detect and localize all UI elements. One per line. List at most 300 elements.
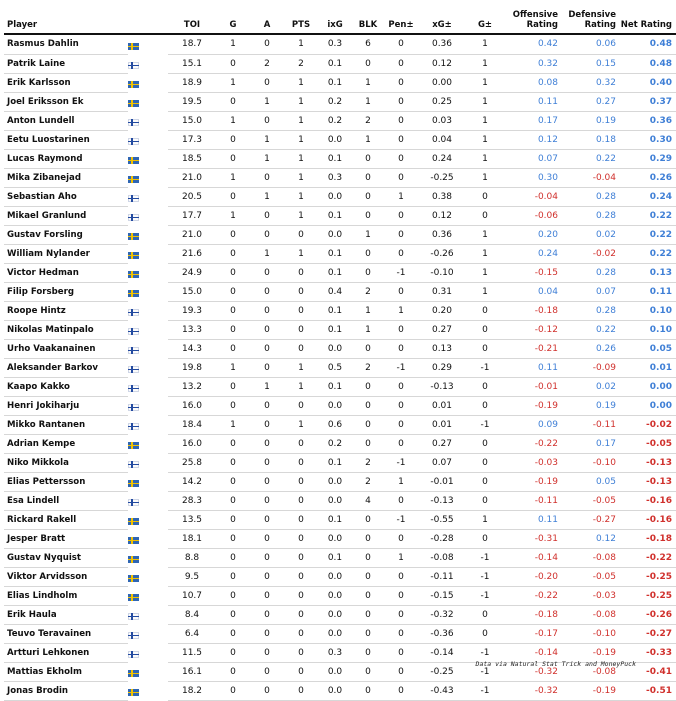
assists-cell: 0 <box>250 358 284 377</box>
table-row[interactable] <box>4 320 676 339</box>
blocks-cell: 0 <box>352 263 384 282</box>
points-cell: 1 <box>284 358 318 377</box>
flag-cell <box>128 175 139 183</box>
xg-cell: 0.00 <box>418 73 466 92</box>
sweden-flag-icon <box>128 233 139 240</box>
ratings-table-container <box>4 6 672 701</box>
offensive-rating-cell: 0.12 <box>504 130 562 149</box>
points-cell: 0 <box>284 301 318 320</box>
blocks-cell: 0 <box>352 567 384 586</box>
header-offensive-rating[interactable]: Offensive Rating <box>512 10 558 30</box>
net-rating-cell: 0.37 <box>620 92 676 111</box>
ixg-cell: 0.1 <box>318 73 352 92</box>
offensive-rating-cell: 0.09 <box>504 415 562 434</box>
blocks-cell: 0 <box>352 529 384 548</box>
pen-cell: 0 <box>384 244 418 263</box>
defensive-rating-cell: -0.09 <box>562 358 620 377</box>
table-row[interactable] <box>4 624 676 643</box>
offensive-rating-cell: 0.20 <box>504 225 562 244</box>
toi-cell: 17.7 <box>168 206 216 225</box>
net-rating-cell: 0.40 <box>620 73 676 92</box>
points-cell: 0 <box>284 434 318 453</box>
ixg-cell: 0.2 <box>318 111 352 130</box>
data-credit: Data via Natural Stat Trick and MoneyPuck <box>475 660 636 668</box>
blocks-cell: 0 <box>352 54 384 73</box>
sweden-flag-icon <box>128 176 139 183</box>
player-name: Rickard Rakell <box>4 510 128 529</box>
defensive-rating-cell: -0.19 <box>562 681 620 700</box>
ixg-cell: 0.2 <box>318 434 352 453</box>
table-row[interactable] <box>4 149 676 168</box>
gpm-cell: 1 <box>466 510 504 529</box>
xg-cell: 0.36 <box>418 225 466 244</box>
sweden-flag-icon <box>128 537 139 544</box>
goals-cell: 1 <box>216 358 250 377</box>
pen-cell: 0 <box>384 73 418 92</box>
points-cell: 0 <box>284 567 318 586</box>
table-row[interactable] <box>4 54 676 73</box>
blocks-cell: 0 <box>352 681 384 700</box>
table-row[interactable] <box>4 301 676 320</box>
header-toi[interactable]: TOI <box>183 20 201 30</box>
toi-cell: 17.3 <box>168 130 216 149</box>
table-row[interactable] <box>4 605 676 624</box>
pen-cell: 0 <box>384 586 418 605</box>
net-rating-cell: 0.48 <box>620 54 676 73</box>
table-row[interactable] <box>4 396 676 415</box>
goals-cell: 1 <box>216 206 250 225</box>
toi-cell: 13.3 <box>168 320 216 339</box>
assists-cell: 0 <box>250 263 284 282</box>
flag-cell <box>128 270 139 278</box>
net-rating-cell: 0.29 <box>620 149 676 168</box>
ixg-cell: 0.1 <box>318 263 352 282</box>
defensive-rating-cell: 0.02 <box>562 225 620 244</box>
toi-cell: 9.5 <box>168 567 216 586</box>
assists-cell: 1 <box>250 92 284 111</box>
ixg-cell: 0.0 <box>318 225 352 244</box>
table-row[interactable] <box>4 187 676 206</box>
table-row[interactable] <box>4 358 676 377</box>
xg-cell: -0.11 <box>418 567 466 586</box>
table-row[interactable] <box>4 377 676 396</box>
flag-cell <box>128 574 139 582</box>
assists-cell: 0 <box>250 301 284 320</box>
gpm-cell: 0 <box>466 377 504 396</box>
blocks-cell: 2 <box>352 358 384 377</box>
blocks-cell: 0 <box>352 377 384 396</box>
flag-cell <box>128 99 139 107</box>
pen-cell: 0 <box>384 225 418 244</box>
xg-cell: 0.38 <box>418 187 466 206</box>
defensive-rating-cell: -0.05 <box>562 491 620 510</box>
assists-cell: 0 <box>250 472 284 491</box>
ixg-cell: 0.1 <box>318 301 352 320</box>
header-player[interactable]: Player <box>7 20 38 30</box>
defensive-rating-cell: 0.15 <box>562 54 620 73</box>
xg-cell: 0.07 <box>418 453 466 472</box>
toi-cell: 24.9 <box>168 263 216 282</box>
goals-cell: 0 <box>216 339 250 358</box>
table-row[interactable] <box>4 434 676 453</box>
ixg-cell: 0.1 <box>318 320 352 339</box>
header-row <box>4 6 676 34</box>
pen-cell: 0 <box>384 320 418 339</box>
table-row[interactable] <box>4 34 676 54</box>
points-cell: 1 <box>284 130 318 149</box>
blocks-cell: 6 <box>352 34 384 54</box>
player-name: Urho Vaakanainen <box>4 339 128 358</box>
finland-flag-icon <box>128 651 139 658</box>
header-g[interactable]: G <box>229 20 237 30</box>
blocks-cell: 0 <box>352 624 384 643</box>
net-rating-cell: -0.13 <box>620 472 676 491</box>
assists-cell: 1 <box>250 130 284 149</box>
points-cell: 0 <box>284 529 318 548</box>
finland-flag-icon <box>128 309 139 316</box>
goals-cell: 1 <box>216 415 250 434</box>
pen-cell: 0 <box>384 396 418 415</box>
net-rating-cell: 0.24 <box>620 187 676 206</box>
defensive-rating-cell: 0.18 <box>562 130 620 149</box>
table-row[interactable] <box>4 263 676 282</box>
offensive-rating-cell: 0.07 <box>504 149 562 168</box>
ixg-cell: 0.1 <box>318 54 352 73</box>
points-cell: 0 <box>284 263 318 282</box>
defensive-rating-cell: -0.05 <box>562 567 620 586</box>
offensive-rating-cell: -0.04 <box>504 187 562 206</box>
points-cell: 0 <box>284 605 318 624</box>
gpm-cell: 0 <box>466 472 504 491</box>
goals-cell: 0 <box>216 92 250 111</box>
gpm-cell: 1 <box>466 244 504 263</box>
points-cell: 1 <box>284 92 318 111</box>
net-rating-cell: -0.33 <box>620 643 676 662</box>
assists-cell: 0 <box>250 491 284 510</box>
assists-cell: 0 <box>250 643 284 662</box>
xg-cell: -0.08 <box>418 548 466 567</box>
points-cell: 1 <box>284 149 318 168</box>
player-name: Patrik Laine <box>4 54 128 73</box>
flag-cell <box>128 80 139 88</box>
header-ixg[interactable]: ixG <box>327 20 343 30</box>
flag-cell <box>128 555 139 563</box>
header-xg[interactable]: xG± <box>432 20 452 30</box>
table-row[interactable] <box>4 586 676 605</box>
xg-cell: -0.13 <box>418 491 466 510</box>
goals-cell: 0 <box>216 54 250 73</box>
gpm-cell: 1 <box>466 130 504 149</box>
header-pen[interactable]: Pen± <box>388 20 414 30</box>
table-row[interactable] <box>4 168 676 187</box>
header-gpm[interactable]: G± <box>477 20 493 30</box>
pen-cell: 0 <box>384 567 418 586</box>
gpm-cell: 0 <box>466 206 504 225</box>
defensive-rating-cell: -0.08 <box>562 662 620 681</box>
player-name: Viktor Arvidsson <box>4 567 128 586</box>
points-cell: 0 <box>284 472 318 491</box>
table-row[interactable] <box>4 206 676 225</box>
flag-cell <box>128 403 139 411</box>
pen-cell: 0 <box>384 339 418 358</box>
net-rating-cell: -0.13 <box>620 453 676 472</box>
xg-cell: 0.24 <box>418 149 466 168</box>
table-row[interactable] <box>4 453 676 472</box>
xg-cell: 0.36 <box>418 34 466 54</box>
player-name: Roope Hintz <box>4 301 128 320</box>
xg-cell: 0.20 <box>418 301 466 320</box>
pen-cell: -1 <box>384 510 418 529</box>
pen-cell: 0 <box>384 605 418 624</box>
net-rating-cell: -0.16 <box>620 491 676 510</box>
gpm-cell: 1 <box>466 149 504 168</box>
sweden-flag-icon <box>128 442 139 449</box>
table-row[interactable] <box>4 491 676 510</box>
pen-cell: 1 <box>384 187 418 206</box>
net-rating-cell: -0.26 <box>620 605 676 624</box>
xg-cell: -0.14 <box>418 643 466 662</box>
assists-cell: 1 <box>250 187 284 206</box>
net-rating-cell: -0.02 <box>620 415 676 434</box>
toi-cell: 11.5 <box>168 643 216 662</box>
flag-cell <box>128 479 139 487</box>
player-name: Mattias Ekholm <box>4 662 128 681</box>
table-row[interactable] <box>4 415 676 434</box>
blocks-cell: 4 <box>352 491 384 510</box>
ixg-cell: 0.0 <box>318 339 352 358</box>
assists-cell: 0 <box>250 548 284 567</box>
player-name: Anton Lundell <box>4 111 128 130</box>
header-a[interactable]: A <box>263 20 271 30</box>
table-row[interactable] <box>4 510 676 529</box>
goals-cell: 0 <box>216 624 250 643</box>
table-row[interactable] <box>4 225 676 244</box>
toi-cell: 15.1 <box>168 54 216 73</box>
offensive-rating-cell: -0.31 <box>504 529 562 548</box>
table-row[interactable] <box>4 548 676 567</box>
xg-cell: 0.04 <box>418 130 466 149</box>
xg-cell: 0.29 <box>418 358 466 377</box>
finland-flag-icon <box>128 404 139 411</box>
blocks-cell: 0 <box>352 187 384 206</box>
goals-cell: 1 <box>216 111 250 130</box>
flag-cell <box>128 194 139 202</box>
toi-cell: 19.3 <box>168 301 216 320</box>
player-name: Mikko Rantanen <box>4 415 128 434</box>
goals-cell: 1 <box>216 34 250 54</box>
player-name: Elias Pettersson <box>4 472 128 491</box>
finland-flag-icon <box>128 366 139 373</box>
assists-cell: 0 <box>250 624 284 643</box>
points-cell: 0 <box>284 548 318 567</box>
table-row[interactable] <box>4 681 676 700</box>
flag-cell <box>128 308 139 316</box>
flag-cell <box>128 669 139 677</box>
table-row[interactable] <box>4 130 676 149</box>
points-cell: 0 <box>284 662 318 681</box>
flag-cell <box>128 289 139 297</box>
sweden-flag-icon <box>128 43 139 50</box>
ixg-cell: 0.0 <box>318 624 352 643</box>
table-row[interactable] <box>4 339 676 358</box>
xg-cell: -0.26 <box>418 244 466 263</box>
ixg-cell: 0.6 <box>318 415 352 434</box>
player-name: Mika Zibanejad <box>4 168 128 187</box>
net-rating-cell: -0.25 <box>620 567 676 586</box>
offensive-rating-cell: -0.32 <box>504 662 562 681</box>
assists-cell: 0 <box>250 510 284 529</box>
header-pts[interactable]: PTS <box>291 20 311 30</box>
goals-cell: 0 <box>216 548 250 567</box>
player-name: Gustav Forsling <box>4 225 128 244</box>
offensive-rating-cell: 0.32 <box>504 54 562 73</box>
table-row[interactable] <box>4 92 676 111</box>
blocks-cell: 1 <box>352 73 384 92</box>
blocks-cell: 2 <box>352 111 384 130</box>
points-cell: 0 <box>284 681 318 700</box>
table-row[interactable] <box>4 244 676 263</box>
toi-cell: 13.2 <box>168 377 216 396</box>
net-rating-cell: 0.22 <box>620 244 676 263</box>
gpm-cell: 0 <box>466 339 504 358</box>
blocks-cell: 0 <box>352 605 384 624</box>
pen-cell: 0 <box>384 206 418 225</box>
goals-cell: 1 <box>216 168 250 187</box>
gpm-cell: 0 <box>466 187 504 206</box>
table-row[interactable] <box>4 472 676 491</box>
xg-cell: -0.25 <box>418 168 466 187</box>
assists-cell: 0 <box>250 320 284 339</box>
offensive-rating-cell: 0.17 <box>504 111 562 130</box>
player-name: Lucas Raymond <box>4 149 128 168</box>
offensive-rating-cell: -0.18 <box>504 301 562 320</box>
player-name: Aleksander Barkov <box>4 358 128 377</box>
blocks-cell: 0 <box>352 586 384 605</box>
offensive-rating-cell: 0.24 <box>504 244 562 263</box>
goals-cell: 1 <box>216 73 250 92</box>
blocks-cell: 1 <box>352 225 384 244</box>
defensive-rating-cell: -0.19 <box>562 643 620 662</box>
gpm-cell: -1 <box>466 415 504 434</box>
gpm-cell: 1 <box>466 168 504 187</box>
toi-cell: 25.8 <box>168 453 216 472</box>
ixg-cell: 0.0 <box>318 396 352 415</box>
goals-cell: 0 <box>216 320 250 339</box>
toi-cell: 16.0 <box>168 396 216 415</box>
gpm-cell: -1 <box>466 586 504 605</box>
defensive-rating-cell: -0.11 <box>562 415 620 434</box>
assists-cell: 0 <box>250 73 284 92</box>
points-cell: 0 <box>284 510 318 529</box>
offensive-rating-cell: 0.11 <box>504 92 562 111</box>
xg-cell: 0.31 <box>418 282 466 301</box>
defensive-rating-cell: 0.19 <box>562 396 620 415</box>
toi-cell: 15.0 <box>168 111 216 130</box>
net-rating-cell: 0.10 <box>620 301 676 320</box>
defensive-rating-cell: 0.27 <box>562 92 620 111</box>
gpm-cell: 0 <box>466 320 504 339</box>
blocks-cell: 0 <box>352 206 384 225</box>
gpm-cell: 0 <box>466 434 504 453</box>
player-name: Henri Jokiharju <box>4 396 128 415</box>
sweden-flag-icon <box>128 556 139 563</box>
finland-flag-icon <box>128 328 139 335</box>
player-ratings-table <box>4 6 676 701</box>
blocks-cell: 0 <box>352 415 384 434</box>
table-row[interactable] <box>4 73 676 92</box>
table-row[interactable] <box>4 111 676 130</box>
gpm-cell: 0 <box>466 491 504 510</box>
blocks-cell: 1 <box>352 130 384 149</box>
ixg-cell: 0.3 <box>318 168 352 187</box>
xg-cell: -0.55 <box>418 510 466 529</box>
header-blk[interactable]: BLK <box>358 20 378 30</box>
player-name: Rasmus Dahlin <box>4 34 128 54</box>
net-rating-cell: 0.30 <box>620 130 676 149</box>
pen-cell: 0 <box>384 377 418 396</box>
assists-cell: 0 <box>250 681 284 700</box>
header-net-rating[interactable]: Net Rating <box>620 20 672 30</box>
xg-cell: -0.15 <box>418 586 466 605</box>
assists-cell: 0 <box>250 225 284 244</box>
toi-cell: 19.5 <box>168 92 216 111</box>
assists-cell: 0 <box>250 111 284 130</box>
sweden-flag-icon <box>128 480 139 487</box>
points-cell: 1 <box>284 244 318 263</box>
toi-cell: 14.2 <box>168 472 216 491</box>
defensive-rating-cell: 0.07 <box>562 282 620 301</box>
blocks-cell: 0 <box>352 339 384 358</box>
player-name: Gustav Nyquist <box>4 548 128 567</box>
gpm-cell: 1 <box>466 282 504 301</box>
blocks-cell: 0 <box>352 244 384 263</box>
goals-cell: 0 <box>216 586 250 605</box>
player-name: Filip Forsberg <box>4 282 128 301</box>
table-row[interactable] <box>4 529 676 548</box>
offensive-rating-cell: -0.19 <box>504 472 562 491</box>
sweden-flag-icon <box>128 594 139 601</box>
offensive-rating-cell: 0.42 <box>504 34 562 54</box>
points-cell: 0 <box>284 624 318 643</box>
points-cell: 1 <box>284 34 318 54</box>
table-row[interactable] <box>4 567 676 586</box>
player-name: Joel Eriksson Ek <box>4 92 128 111</box>
blocks-cell: 2 <box>352 453 384 472</box>
table-body <box>4 34 676 700</box>
ixg-cell: 0.0 <box>318 586 352 605</box>
goals-cell: 0 <box>216 662 250 681</box>
defensive-rating-cell: 0.05 <box>562 472 620 491</box>
assists-cell: 0 <box>250 453 284 472</box>
pen-cell: 0 <box>384 662 418 681</box>
assists-cell: 1 <box>250 244 284 263</box>
ixg-cell: 0.0 <box>318 567 352 586</box>
points-cell: 1 <box>284 377 318 396</box>
goals-cell: 0 <box>216 282 250 301</box>
table-row[interactable] <box>4 282 676 301</box>
xg-cell: -0.10 <box>418 263 466 282</box>
goals-cell: 0 <box>216 567 250 586</box>
xg-cell: -0.43 <box>418 681 466 700</box>
pen-cell: 1 <box>384 472 418 491</box>
defensive-rating-cell: 0.12 <box>562 529 620 548</box>
assists-cell: 0 <box>250 434 284 453</box>
ixg-cell: 0.5 <box>318 358 352 377</box>
header-defensive-rating[interactable]: Defensive Rating <box>568 10 616 30</box>
toi-cell: 21.0 <box>168 168 216 187</box>
flag-cell <box>128 517 139 525</box>
flag-cell <box>128 612 139 620</box>
